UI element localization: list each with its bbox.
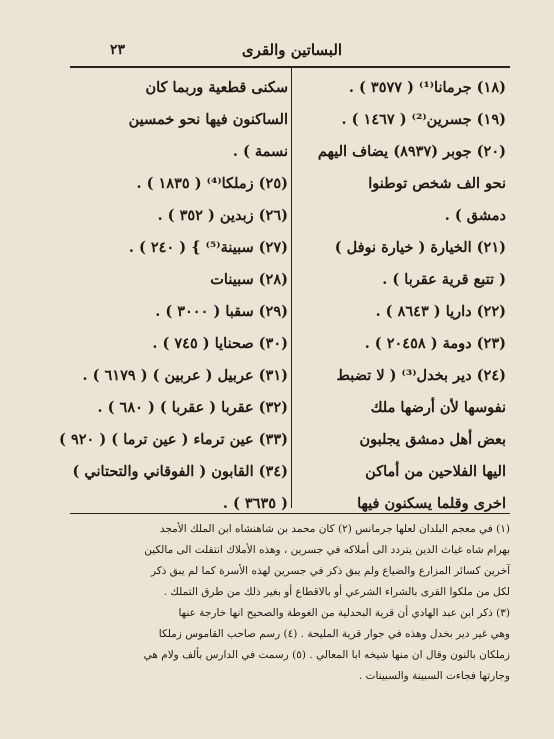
text-line: (٢٩) سقبا ( ٣٠٠٠ ) . bbox=[155, 303, 288, 320]
column-divider bbox=[291, 68, 292, 508]
text-line: نفوسها لأن أرضها ملك bbox=[370, 399, 506, 416]
text-columns bbox=[59, 68, 510, 513]
text-line: بعض أهل دمشق يجلبون bbox=[359, 431, 506, 448]
text-line: (٢٧) سبينة⁽⁵⁾ } ( ٢٤٠ ) . bbox=[128, 239, 288, 256]
footnote-line: وهي غير دير بخدل وهذه في جوار قرية المليحة . (٤) رسم صاحب القاموس زملكا bbox=[158, 628, 510, 640]
text-line: (٢٨) سبينات bbox=[210, 271, 288, 288]
footnote-line: زملكان بالنون وقال ان منها شيخه ابا المعالي . (٥) رسمت في الدارس بألف ولام هي bbox=[143, 649, 510, 661]
text-line: (٣٣) عين ترماء ( عين ترما ) ( ٩٢٠ ) bbox=[59, 431, 288, 448]
footnotes bbox=[70, 519, 510, 687]
text-line: (٢٦) زبدين ( ٣٥٢ ) . bbox=[157, 207, 288, 224]
footnote-line: وجارتها فجاءت السبينة والسبينات . bbox=[358, 670, 510, 682]
text-line: اخرى وقلما يسكنون فيها bbox=[357, 495, 506, 512]
text-line: (٢٤) دير بخدل⁽³⁾ ( لا تضبط bbox=[336, 367, 506, 384]
text-line: ( ٣٦٣٥ ) . bbox=[222, 495, 288, 512]
footnote-line: (١) في معجم البلدان لعلها جرمانس (٢) كان محمد بن شاهنشاه ابن الملك الأمجد bbox=[159, 523, 510, 535]
right-column bbox=[292, 68, 510, 512]
text-line: (٢٥) زملكا⁽⁴⁾ ( ١٨٣٥ ) . bbox=[136, 175, 288, 192]
text-line: الساكنون فيها نحو خمسين bbox=[128, 111, 288, 128]
text-line: سكنى قطعية وربما كان bbox=[145, 79, 288, 96]
footnote-line: آخرين كسائر المزارع والضياع ولم يبق ذكر في جسرين لهذه الأسرة كما لم يبق ذكر bbox=[150, 565, 510, 577]
text-line: (٣٤) القابون ( الفوقاني والتحتاني ) bbox=[72, 463, 288, 480]
page-number: ٢٣ bbox=[110, 42, 126, 58]
left-column bbox=[59, 68, 288, 512]
text-line: نحو الف شخص توطنوا bbox=[368, 175, 506, 192]
text-line: اليها الفلاحين من أماكن bbox=[365, 463, 506, 480]
text-line: (٣٠) صحنايا ( ٧٤٥ ) . bbox=[152, 335, 288, 352]
page-header bbox=[70, 38, 514, 62]
text-line: نسمة ) . bbox=[232, 143, 288, 160]
footnote-rule bbox=[70, 513, 510, 514]
text-line: (٢٣) دومة ( ٢٠٤٥٨ ) . bbox=[364, 335, 506, 352]
text-line: (٢١) الخيارة ( خيارة نوفل ) bbox=[334, 239, 506, 256]
text-line: (٢٠) جوبر (٨٩٣٧) يضاف اليهم bbox=[317, 143, 506, 160]
footnote-line: بهرام شاه غياث الدين يتردد الى أملاكه في جسرين ، وهذه الأملاك انتقلت الى مالكين bbox=[144, 544, 510, 556]
text-line: (١٩) جسرين⁽²⁾ ( ١٤٦٧ ) . bbox=[341, 111, 506, 128]
footnote-line: لكل من ملكوا القرى بالشراء الشرعي أو بالاقطاع أو بغير ذلك من طرق التملك . bbox=[163, 586, 510, 598]
text-line: (١٨) جرمانا⁽¹⁾ ( ٣٥٧٧ ) . bbox=[348, 79, 506, 96]
text-line: ( تتبع قرية عقربا ) . bbox=[382, 271, 506, 288]
text-line: (٣١) عربيل ( عربين ) ( ٦١٧٩ ) . bbox=[82, 367, 288, 384]
running-title: البساتين والقرى bbox=[241, 41, 343, 59]
text-line: (٢٢) داريا ( ٨٦٤٣ ) . bbox=[375, 303, 506, 320]
text-line: (٣٢) عقربا ( عقربا ) ( ٦٨٠ ) . bbox=[97, 399, 288, 416]
text-line: دمشق ) . bbox=[444, 207, 506, 224]
footnote-line: (٣) ذكر ابن عبد الهادي أن قرية البحدلية من الغوطة والصحيح انها خارجة عنها bbox=[178, 607, 510, 619]
